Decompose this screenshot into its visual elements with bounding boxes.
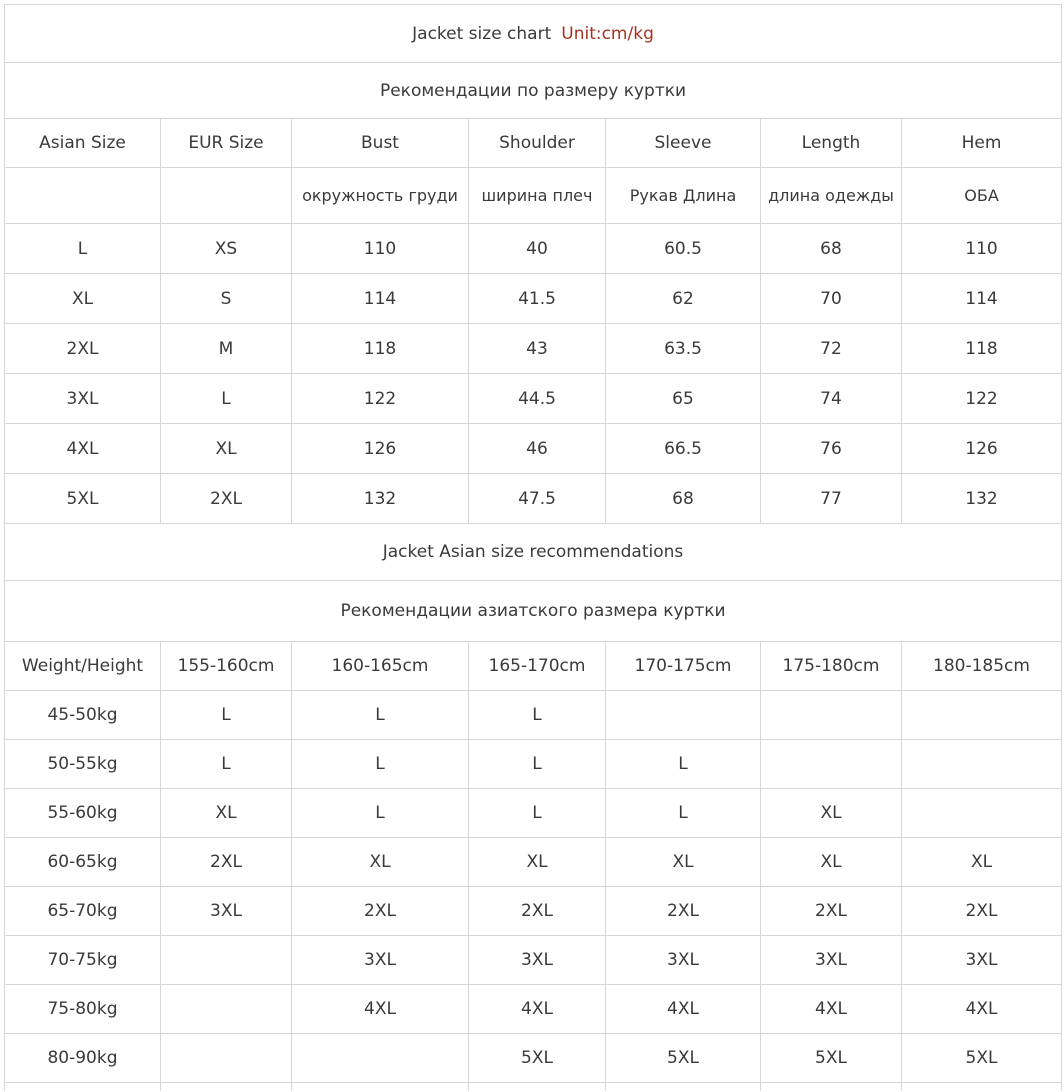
- footer-cell: [292, 1083, 469, 1092]
- recommend-cell: 2XL: [292, 887, 469, 936]
- recommend-cell: 5XL: [902, 1034, 1062, 1083]
- recommend-cell: L: [606, 789, 761, 838]
- recommend-cell: 4XL: [469, 985, 606, 1034]
- size-table-header-cell: Length: [761, 119, 902, 168]
- recommend-cell: [292, 1034, 469, 1083]
- recommend-cell: 3XL: [902, 936, 1062, 985]
- size-table-header-row: [5, 119, 1062, 168]
- recommend-title: Jacket Asian size recommendations: [5, 524, 1062, 581]
- chart-subtitle-ru: Рекомендации по размеру куртки: [5, 63, 1062, 119]
- recommend-cell: 3XL: [161, 887, 292, 936]
- footer-cell: [902, 1083, 1062, 1092]
- recommend-cell: L: [469, 740, 606, 789]
- size-table-row: [5, 474, 1062, 524]
- footer-cell: [5, 1083, 161, 1092]
- recommend-header-cell: 155-160cm: [161, 642, 292, 691]
- recommend-header-cell: 165-170cm: [469, 642, 606, 691]
- size-table-cell: 40: [469, 224, 606, 274]
- size-table-header-cell: EUR Size: [161, 119, 292, 168]
- size-table-header-ru-row: [5, 168, 1062, 224]
- size-table-cell: XS: [161, 224, 292, 274]
- recommend-cell: 4XL: [902, 985, 1062, 1034]
- size-table-cell: 66.5: [606, 424, 761, 474]
- recommend-cell: L: [606, 740, 761, 789]
- unit-label: Unit:cm/kg: [561, 23, 654, 44]
- size-table-cell: 2XL: [161, 474, 292, 524]
- size-table-cell: 110: [292, 224, 469, 274]
- size-table-header-ru-cell: Рукав Длина: [606, 168, 761, 224]
- recommend-cell: L: [292, 740, 469, 789]
- recommend-cell: XL: [761, 838, 902, 887]
- recommend-cell: 2XL: [161, 838, 292, 887]
- size-table-cell: 43: [469, 324, 606, 374]
- size-table-cell: L: [161, 374, 292, 424]
- recommend-cell: 65-70kg: [5, 887, 161, 936]
- size-table-cell: 122: [902, 374, 1062, 424]
- size-table-cell: 114: [902, 274, 1062, 324]
- size-table-cell: 122: [292, 374, 469, 424]
- recommend-cell: [761, 740, 902, 789]
- size-table-cell: 2XL: [5, 324, 161, 374]
- size-table-header-ru-cell: окружность груди: [292, 168, 469, 224]
- recommend-header-cell: 170-175cm: [606, 642, 761, 691]
- size-table-row: [5, 274, 1062, 324]
- recommend-cell: 3XL: [469, 936, 606, 985]
- recommend-cell: XL: [292, 838, 469, 887]
- recommend-cell: 50-55kg: [5, 740, 161, 789]
- recommend-cell: 4XL: [761, 985, 902, 1034]
- recommend-cell: 4XL: [292, 985, 469, 1034]
- size-table-cell: 77: [761, 474, 902, 524]
- size-table-cell: 5XL: [5, 474, 161, 524]
- size-table-cell: 46: [469, 424, 606, 474]
- recommend-cell: 2XL: [469, 887, 606, 936]
- size-table-header-cell: Asian Size: [5, 119, 161, 168]
- size-table-cell: 47.5: [469, 474, 606, 524]
- recommend-cell: 2XL: [606, 887, 761, 936]
- size-table-header-cell: Shoulder: [469, 119, 606, 168]
- size-table-cell: 132: [902, 474, 1062, 524]
- recommend-cell: [161, 936, 292, 985]
- recommend-row: [5, 740, 1062, 789]
- size-table-cell: 114: [292, 274, 469, 324]
- recommend-cell: 3XL: [606, 936, 761, 985]
- size-table-header-cell: Hem: [902, 119, 1062, 168]
- recommend-cell: 4XL: [606, 985, 761, 1034]
- footer-cell: [161, 1083, 292, 1092]
- recommend-cell: XL: [469, 838, 606, 887]
- size-table-cell: 63.5: [606, 324, 761, 374]
- recommend-cell: XL: [902, 838, 1062, 887]
- recommend-title-ru: Рекомендации азиатского размера куртки: [5, 581, 1062, 642]
- size-table-header-ru-cell: [5, 168, 161, 224]
- size-table-cell: M: [161, 324, 292, 374]
- recommend-cell: L: [292, 789, 469, 838]
- recommend-row: [5, 936, 1062, 985]
- footer-cell: [761, 1083, 902, 1092]
- recommend-cell: L: [161, 691, 292, 740]
- recommend-cell: XL: [606, 838, 761, 887]
- size-table-cell: 41.5: [469, 274, 606, 324]
- recommend-cell: XL: [761, 789, 902, 838]
- recommend-cell: 80-90kg: [5, 1034, 161, 1083]
- size-chart-table: [4, 4, 1062, 1091]
- recommend-cell: 3XL: [292, 936, 469, 985]
- recommend-cell: L: [292, 691, 469, 740]
- recommend-cell: [161, 1034, 292, 1083]
- recommend-cell: 2XL: [761, 887, 902, 936]
- size-table-header-ru-cell: ОБА: [902, 168, 1062, 224]
- footer-cell: [606, 1083, 761, 1092]
- recommend-row: [5, 691, 1062, 740]
- recommend-cell: [902, 740, 1062, 789]
- size-table-cell: 110: [902, 224, 1062, 274]
- size-table-row: [5, 374, 1062, 424]
- recommend-header-row: [5, 642, 1062, 691]
- recommend-cell: [902, 691, 1062, 740]
- recommend-cell: L: [161, 740, 292, 789]
- size-table-cell: 68: [761, 224, 902, 274]
- size-table-row: [5, 324, 1062, 374]
- recommend-cell: [761, 691, 902, 740]
- recommend-cell: 70-75kg: [5, 936, 161, 985]
- size-table-cell: 60.5: [606, 224, 761, 274]
- size-table-cell: 4XL: [5, 424, 161, 474]
- size-table-header-ru-cell: длина одежды: [761, 168, 902, 224]
- size-table-cell: 132: [292, 474, 469, 524]
- recommend-cell: 55-60kg: [5, 789, 161, 838]
- chart-title: [5, 5, 1062, 63]
- recommend-cell: XL: [161, 789, 292, 838]
- recommend-cell: [161, 985, 292, 1034]
- recommend-row: [5, 985, 1062, 1034]
- size-table-cell: 72: [761, 324, 902, 374]
- size-table-row: [5, 224, 1062, 274]
- recommend-header-cell: Weight/Height: [5, 642, 161, 691]
- size-table-header-cell: Sleeve: [606, 119, 761, 168]
- size-table-cell: 44.5: [469, 374, 606, 424]
- size-table-cell: L: [5, 224, 161, 274]
- size-table-cell: 76: [761, 424, 902, 474]
- recommend-cell: [902, 789, 1062, 838]
- recommend-cell: 5XL: [761, 1034, 902, 1083]
- size-table-cell: 118: [292, 324, 469, 374]
- recommend-row: [5, 789, 1062, 838]
- recommend-cell: 45-50kg: [5, 691, 161, 740]
- size-table-cell: 65: [606, 374, 761, 424]
- recommend-cell: 3XL: [761, 936, 902, 985]
- size-table-cell: 74: [761, 374, 902, 424]
- recommend-cell: 5XL: [469, 1034, 606, 1083]
- size-table-cell: 118: [902, 324, 1062, 374]
- recommend-cell: 75-80kg: [5, 985, 161, 1034]
- recommend-row: [5, 1034, 1062, 1083]
- recommend-cell: 5XL: [606, 1034, 761, 1083]
- recommend-cell: 60-65kg: [5, 838, 161, 887]
- size-table-cell: 3XL: [5, 374, 161, 424]
- size-table-cell: 126: [292, 424, 469, 474]
- size-table-row: [5, 424, 1062, 474]
- footer-cell: [469, 1083, 606, 1092]
- recommend-cell: 2XL: [902, 887, 1062, 936]
- recommend-header-cell: 180-185cm: [902, 642, 1062, 691]
- size-table-cell: 70: [761, 274, 902, 324]
- size-table-header-cell: Bust: [292, 119, 469, 168]
- recommend-header-cell: 160-165cm: [292, 642, 469, 691]
- recommend-header-cell: 175-180cm: [761, 642, 902, 691]
- size-table-cell: 62: [606, 274, 761, 324]
- size-table-header-ru-cell: ширина плеч: [469, 168, 606, 224]
- recommend-cell: [606, 691, 761, 740]
- recommend-row: [5, 887, 1062, 936]
- size-table-cell: 126: [902, 424, 1062, 474]
- recommend-cell: L: [469, 789, 606, 838]
- size-table-cell: 68: [606, 474, 761, 524]
- size-table-cell: S: [161, 274, 292, 324]
- table-footer-row: [5, 1083, 1062, 1092]
- size-table-header-ru-cell: [161, 168, 292, 224]
- recommend-cell: L: [469, 691, 606, 740]
- chart-title-text: Jacket size chart: [412, 23, 552, 44]
- recommend-row: [5, 838, 1062, 887]
- size-table-cell: XL: [5, 274, 161, 324]
- size-table-cell: XL: [161, 424, 292, 474]
